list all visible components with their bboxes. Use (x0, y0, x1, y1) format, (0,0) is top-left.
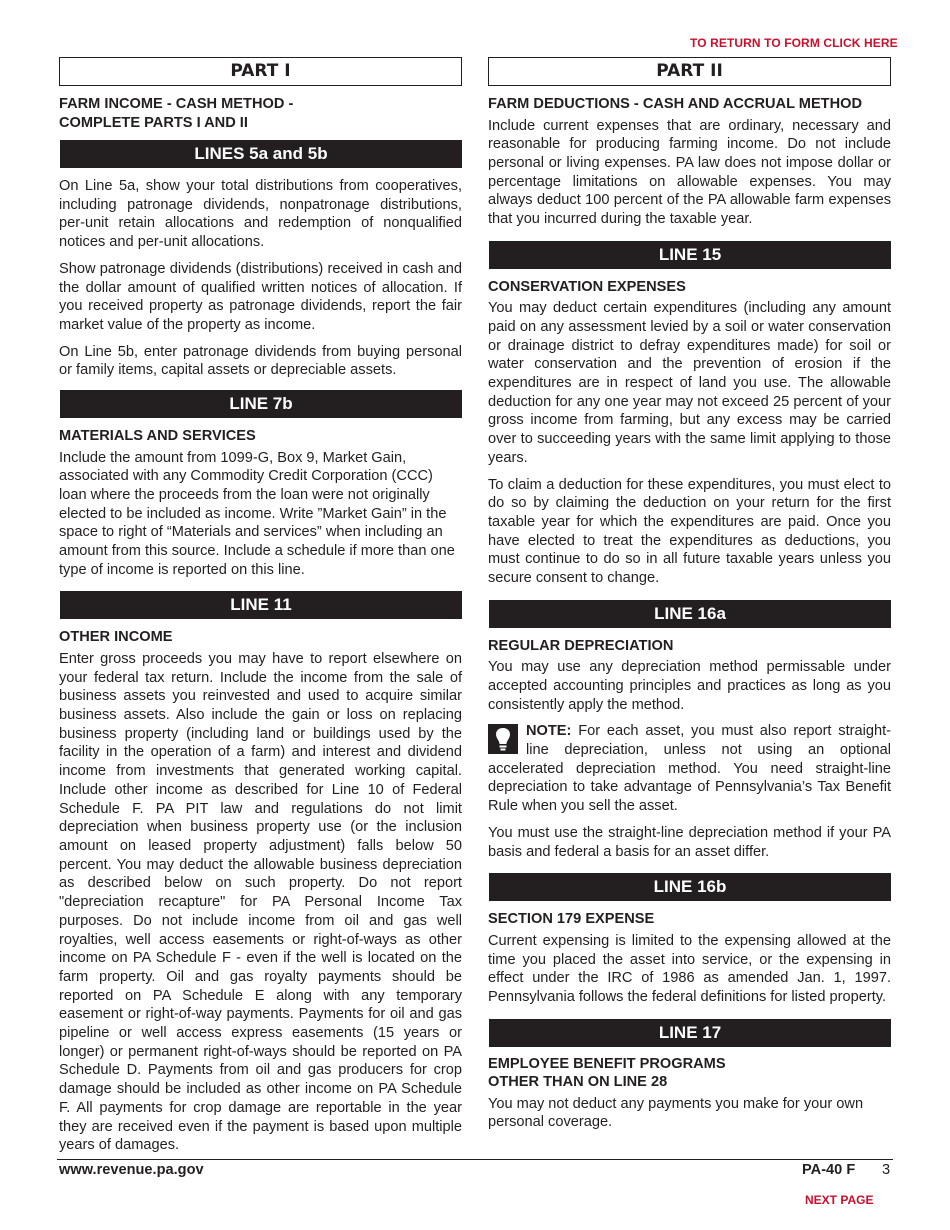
line-17-bar: LINE 17 (489, 1019, 891, 1047)
next-page-link[interactable]: NEXT PAGE (805, 1193, 874, 1207)
conservation-expenses-heading: CONSERVATION EXPENSES (488, 278, 686, 295)
line-7b-bar: LINE 7b (60, 390, 462, 418)
line-7b-paragraph: Include the amount from 1099-G, Box 9, Market Gain, associated with any Commodity Credit Corporation (CCC) loan where the proceeds from the loan were not originally elected to be included as income. Write ”Market Gain” in the space to right of “Materials and services” when including an amount from this source. Include a schedule if more than one type of income is reported on this line. (59, 449, 455, 578)
footer-page-number: 3 (882, 1162, 891, 1178)
part-ii-title: PART II (488, 57, 891, 86)
other-income-heading: OTHER INCOME (59, 629, 173, 646)
farm-income-heading (59, 95, 462, 132)
note-paragraph (488, 722, 891, 816)
farm-deductions-paragraph: Include current expenses that are ordinary, necessary and reasonable for producing farming income. Do not include personal or living expenses. PA law does not impose dollar or percentage limitations on allowable expenses. You may always deduct 100 percent of the PA allowable farm expenses that you incurred during the taxable year. (488, 117, 891, 228)
note-label: NOTE: (526, 723, 572, 740)
part-i-title: PART I (59, 57, 462, 86)
farm-income-heading-line-1: FARM INCOME - CASH METHOD - (59, 96, 294, 112)
line-17-paragraph: You may not deduct any payments you make for your own personal coverage. (488, 1095, 864, 1131)
line-16a-paragraph-1: You may use any depreciation method permissable under accepted accounting principles and practices as long as you consistently apply the method. (488, 659, 891, 713)
regular-depreciation-heading: REGULAR DEPRECIATION (488, 637, 674, 654)
line-16b-bar: LINE 16b (489, 873, 891, 901)
right-column (488, 57, 891, 1140)
line-11-bar: LINE 11 (60, 591, 462, 619)
line-5-paragraph-1: On Line 5a, show your total distributions from cooperatives, including patronage dividends, nonpatronage distributions, per-unit retain allocations and redemption of nonqualified notices and per-unit allocations. (59, 178, 462, 251)
footer-website: www.revenue.pa.gov (59, 1162, 204, 1178)
employee-benefit-heading-line-2: OTHER THAN ON LINE 28 (488, 1074, 668, 1091)
footer-form-name: PA-40 F (802, 1162, 856, 1178)
line-5-paragraph-2: Show patronage dividends (distributions) received in cash and the dollar amount of qualified written notices of allocation. If you received property as patronage dividends, report the fair market value of the property as income. (59, 260, 462, 333)
section-179-heading: SECTION 179 EXPENSE (488, 911, 655, 928)
farm-deductions-heading: FARM DEDUCTIONS - CASH AND ACCRUAL METHOD (488, 96, 863, 112)
line-15-bar: LINE 15 (489, 241, 891, 269)
note-text: For each asset, you must also report straight-line depreciation, unless not using an optional accelerated depreciation method. You need straight-line depreciation to take advantage of Pennsylvania’s Tax Benefit Rule when you sell the asset. (488, 723, 891, 815)
line-15-paragraph-2: To claim a deduction for these expenditures, you must elect to do so by claiming the deduction on your return for the first taxable year for which the expenditures are paid. Once you have elected to treat the expenditures as deductions, you must continue to do so in all future taxable years unless you secure consent to change. (488, 476, 891, 587)
lines-5a-5b-bar: LINES 5a and 5b (60, 140, 462, 168)
lightbulb-icon (488, 724, 518, 754)
left-column (59, 57, 462, 1163)
line-16a-bar: LINE 16a (489, 600, 891, 628)
line-16b-paragraph: Current expensing is limited to the expensing allowed at the time you placed the asset into service, or the expensing in effect under the IRC of 1986 as amended Jan. 1, 1997. Pennsylvania follows the federal definitions for listed property. (488, 932, 891, 1005)
line-16a-paragraph-2: You must use the straight-line depreciation method if your PA basis and federal a basis for an asset differ. (488, 824, 891, 860)
line-15-paragraph-1: You may deduct certain expenditures (including any amount paid on any assessment levied by a soil or water conservation or drainage district to defray expenditures made) for soil or water conservation and the prevention of erosion if the expenditures are in respect of land you use. The allowable deduction for any one year may not exceed 25 percent of your gross income from farming, but any excess may be carried over to succeeding years with the same limit applying to those years. (488, 300, 891, 466)
farm-income-heading-line-2: COMPLETE PARTS I AND II (59, 114, 248, 131)
line-5-paragraph-3: On Line 5b, enter patronage dividends from buying personal or family items, capital assets or depreciable assets. (59, 343, 462, 379)
footer-divider (57, 1159, 893, 1160)
employee-benefit-heading (488, 1055, 891, 1092)
line-11-paragraph: Enter gross proceeds you may have to report elsewhere on your federal tax return. Include the income from the sale of business assets you reinvested and used to acquire similar business assets. Also include the gain or loss on replacing business property (including land or buildings used by the facility in the operation of a farm) and interest and dividend income from investments that generated working capital. Include other income as described for Line 10 of Federal Schedule F. PA PIT law and regulations do not limit depreciation when business property use (or the inclusion amount on leased property adjustment) falls below 50 percent. You may deduct the allowable business depreciation as described below on such property. Do not report "depreciation recapture" for PA Personal Income Tax purposes. Do not include income from oil and gas well royalties, well access easements or right-of-ways as other income on PA Schedule F - even if the well is located on the farm property. Oil and gas royalty payments should be reported on PA Schedule E along with any temporary easement or right-of-way payments. Payments for oil and gas pipeline or well access express easements (15 years or longer) or permanent right-of-ways should be reported on PA Schedule D. Payments from oil and gas producers for crop damage should be included as other income on PA Schedule F. All payments for crop damage are reportable in the year they are received even if the payment is based upon multiple years of damages. (59, 650, 462, 1154)
materials-services-heading: MATERIALS AND SERVICES (59, 428, 256, 445)
return-to-form-link[interactable]: TO RETURN TO FORM CLICK HERE (690, 36, 898, 50)
employee-benefit-heading-line-1: EMPLOYEE BENEFIT PROGRAMS (488, 1055, 726, 1072)
